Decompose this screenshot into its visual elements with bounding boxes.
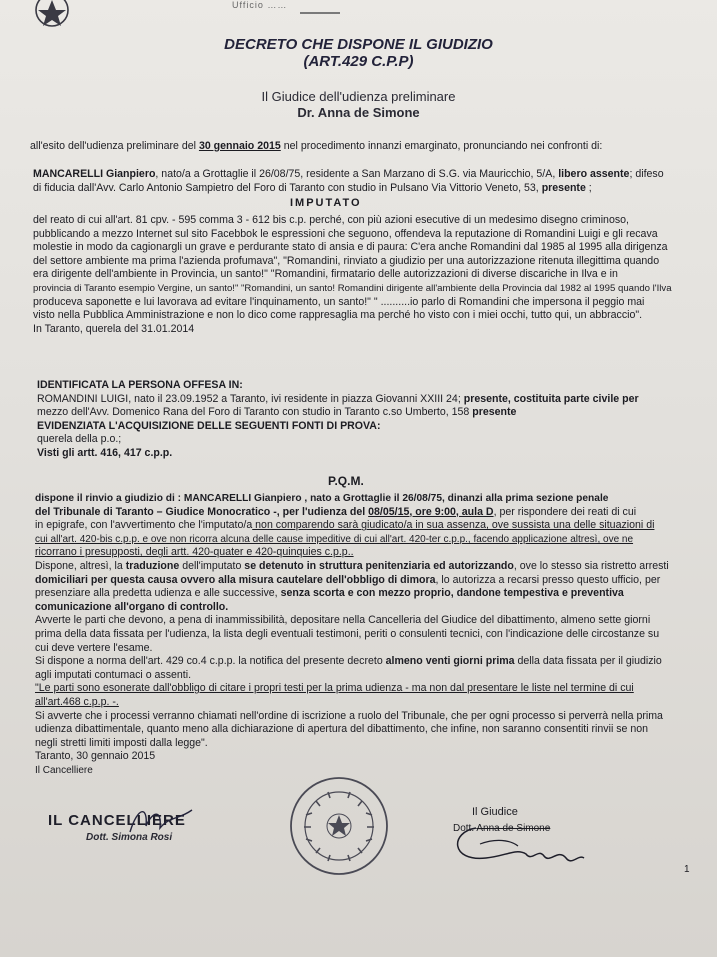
defendant-details: , nato/a a Grottaglie il 26/08/75, residente a San Marzano di S.G. via Mauricchio, 5/A, bbox=[155, 168, 559, 180]
judge-signature-icon bbox=[446, 818, 586, 874]
hearing-date: 30 gennaio 2015 bbox=[198, 140, 281, 152]
court-seal-icon bbox=[288, 775, 390, 877]
notify-line: Si dispone a norma dell'art. 429 co.4 c.p.p. la notifica del presente decreto bbox=[35, 655, 386, 668]
charge-line: visto nella Pubblica Amministrazione e non lo dico come rappresaglia ma perché ho visto con i miei occhi, tutto qui, un abbraccio". bbox=[33, 309, 643, 322]
evidence-item: querela della p.o.; bbox=[37, 433, 122, 446]
pqm-line: dispone il rinvio a giudizio di : MANCARELLI Gianpiero , nato a Grottaglie il 26/08/75, dinanzi alla prima sezione penale bbox=[35, 493, 609, 504]
defendant-status: libero assente bbox=[558, 168, 630, 180]
top-cropped-header: Ufficio …… bbox=[232, 0, 288, 10]
judge-name-struck: Anna de Simone bbox=[476, 823, 551, 834]
evidence-heading: EVIDENZIATA L'ACQUISIZIONE DELLE SEGUENTI FONTI DI PROVA: bbox=[37, 419, 381, 432]
charge-line: In Taranto, querela del 31.01.2014 bbox=[33, 322, 195, 335]
lawyer-line-end: ; bbox=[585, 181, 592, 194]
pqm-line: in epigrafe, con l'avvertimento che l'imputato/a bbox=[35, 519, 253, 532]
absence-warning-cont: cui all'art. 420-bis c.p.p. e ove non ricorra alcuna delle cause impeditive di cui all'art. 420-ter c.p.p., facendo applicazione altresì, ove ne bbox=[35, 533, 634, 545]
notify-line-end: della data fissata per il giudizio bbox=[514, 655, 662, 668]
escort-bold: senza scorta e con mezzo proprio, dandone tempestiva e preventiva bbox=[280, 587, 624, 600]
cancelliere-name: Dott. Simona Rosi bbox=[86, 832, 173, 843]
absence-warning-end: ricorrano i presupposti, degli artt. 420-quater e 420-quinquies c.p.p.. bbox=[35, 546, 354, 559]
charge-line: era dirigente dell'ambiente in Provincia, un santo!" "Romandini, firmatario delle autorizzazioni di diverse discariche in Ilva e in bbox=[33, 268, 618, 281]
intro-text: all'esito dell'udienza preliminare del bbox=[30, 140, 199, 152]
trial-date: 08/05/15, ore 9:00, aula D bbox=[368, 505, 494, 518]
exempt-line: "Le parti sono esonerate dall'obbligo di citare i propri testi per la prima udienza - ma non dal presentare le liste nel termine di cui bbox=[35, 682, 634, 695]
italian-republic-emblem-icon bbox=[28, 0, 76, 36]
lawyer-status: presente bbox=[541, 181, 586, 194]
pqm-heading: P.Q.M. bbox=[328, 474, 364, 488]
final-line: Si avverte che i processi verranno chiamati nell'ordine di iscrizione a ruolo del Tribunale, che per ogni processo si perverrà nella prima bbox=[35, 709, 663, 722]
victim-paragraph bbox=[37, 379, 639, 461]
notice-line: cui deve vertere l'esame. bbox=[35, 641, 153, 654]
victim-details: ROMANDINI LUIGI, nato il 23.09.1952 a Taranto, ivi residente in piazza Giovanni XXIII 24; bbox=[37, 392, 464, 405]
notice-line: Avverte le parti che devono, a pena di inammissibilità, depositare nella Cancelleria del Giudice del dibattimento, almeno sette giorni bbox=[35, 614, 651, 627]
intro-paragraph bbox=[30, 140, 602, 154]
notice-line: prima della data fissata per l'udienza, la lista degli eventuali testimoni, periti o consulenti tecnici, con l'indicazione delle circostanze su bbox=[35, 627, 660, 640]
cancelliere-signature-icon bbox=[126, 802, 196, 842]
cancelliere-stamp: IL CANCELLIERE bbox=[48, 812, 186, 829]
page-number: 1 bbox=[684, 864, 690, 875]
pqm-line: , ove lo stesso sia ristretto arresti bbox=[513, 559, 669, 572]
victim-lawyer-status: presente bbox=[472, 406, 517, 419]
document-subtitle: (ART.429 C.P.P) bbox=[303, 53, 414, 70]
defendant-line-end: ; difeso bbox=[629, 168, 664, 180]
pqm-line: , per rispondere dei reati di cui bbox=[493, 505, 637, 518]
judge-label: Il Giudice bbox=[472, 806, 518, 818]
judge-title: Il Giudice dell'udienza preliminare bbox=[261, 89, 456, 104]
cancelliere-label: Il Cancelliere bbox=[35, 764, 93, 776]
document-title: DECRETO CHE DISPONE IL GIUDIZIO bbox=[224, 36, 493, 53]
visti-articles: Visti gli artt. 416, 417 c.p.p. bbox=[37, 446, 173, 459]
charge-line: del settore ambiente ma prima l'azienda profumava", "Romandini, rinviato a giudizio per una autorizzazione ritenuta illegittima quando bbox=[33, 254, 660, 267]
defendant-lawyer: di fiducia dall'Avv. Carlo Antonio Sampietro del Foro di Taranto con studio in Pulsano Via Vittorio Veneto, 53, bbox=[33, 181, 542, 194]
pqm-paragraph bbox=[35, 492, 669, 777]
judge-name: Dr. Anna de Simone bbox=[297, 105, 420, 120]
pqm-line: , lo autorizza a recarsi presso questo ufficio, per bbox=[435, 573, 661, 586]
charge-line: produceva saponette e lui lavorava ad evitare l'inquinamento, un santo!" " ..........io parlo di Romandini che impersona il peggio mai bbox=[33, 295, 645, 308]
charge-line: del reato di cui all'art. 81 cpv. - 595 comma 3 - 612 bis c.p. perché, con più azioni esecutive di un medesimo disegno criminoso, bbox=[33, 214, 629, 226]
absence-warning: non comparendo sarà giudicato/a in sua assenza, ove sussista una delle situazioni di bbox=[252, 519, 655, 532]
final-line: udienza dibattimentale, quanto meno alla dichiarazione di apertura del dibattimento, che infine, non saranno consentiti rinvii se non bbox=[35, 723, 649, 736]
court-name: del Tribunale di Taranto – Giudice Monocratico -, per l'udienza del bbox=[35, 505, 369, 518]
pqm-line: dell'imputato bbox=[179, 559, 245, 572]
victim-lawyer: mezzo dell'Avv. Domenico Rana del Foro di Taranto con studio in Taranto c.so Umberto, 158 bbox=[37, 406, 473, 419]
defendant-paragraph bbox=[33, 168, 664, 195]
imputato-heading: IMPUTATO bbox=[290, 197, 362, 209]
defendant-name: MANCARELLI Gianpiero bbox=[33, 168, 156, 180]
intro-text-end: nel procedimento innanzi emarginato, pronunciando nei confronti di: bbox=[280, 140, 603, 152]
control-communication: comunicazione all'organo di controllo. bbox=[35, 600, 229, 613]
charge-line: provincia di Taranto esempio Vergine, un santo!" "Romandini, un santo! Romandini dirigente all'ambiente della Provincia dal 1982 al 1995 quando l'Ilva bbox=[33, 282, 672, 294]
charge-line: molestie in modo da cagionargli un grave e perdurante stato di ansia e di paura: C'era anche Romandini dal 1985 al 1995 alla dirigenza bbox=[33, 241, 668, 254]
judge-title-abbrev: Dott. bbox=[453, 823, 477, 834]
final-line: negli stretti limiti imposti dalla legge". bbox=[35, 736, 208, 749]
top-divider bbox=[300, 12, 340, 14]
charge-line: pubblicando a mezzo Internet sul sito Facebbok le espressioni che seguono, offendeva la reputazione di Romandini Luigi e gli recava bbox=[33, 227, 658, 240]
detention-bold: se detenuto in struttura penitenziaria ed autorizzando bbox=[244, 559, 514, 572]
victim-status: presente, costituita parte civile per bbox=[463, 392, 639, 405]
notify-deadline: almeno venti giorni prima bbox=[385, 655, 515, 668]
pqm-line: Dispone, altresì, la bbox=[35, 559, 126, 572]
house-arrest-bold: domiciliari per questa causa ovvero alla misura cautelare dell'obbligo di dimora bbox=[35, 573, 436, 586]
translation-bold: traduzione bbox=[125, 559, 180, 572]
exempt-line: all'art.468 c.p.p. -. bbox=[35, 695, 119, 708]
pqm-line: presenziare alla predetta udienza e alle successive, bbox=[35, 587, 281, 600]
notify-line-2: agli imputati contumaci o assenti. bbox=[35, 668, 192, 681]
victim-heading: IDENTIFICATA LA PERSONA OFFESA IN: bbox=[37, 379, 243, 391]
charge-paragraph bbox=[33, 214, 672, 336]
place-date: Taranto, 30 gennaio 2015 bbox=[35, 750, 156, 763]
